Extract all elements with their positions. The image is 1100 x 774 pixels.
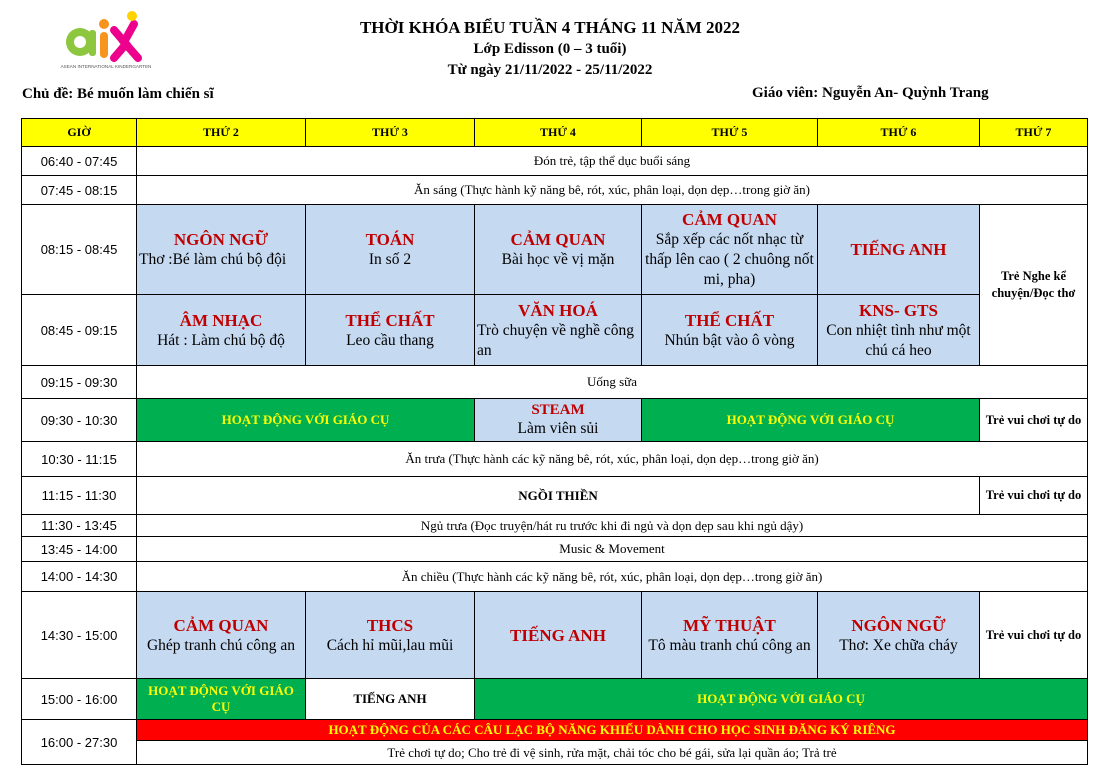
activity-cell: Music & Movement — [137, 537, 1088, 562]
saturday-cell: Trẻ vui chơi tự do — [980, 399, 1088, 442]
lesson-subject: THỂ CHẤT — [684, 310, 775, 330]
logo-subtext: ASEAN INTERNATIONAL KINDERGARTEN — [60, 64, 152, 69]
lesson-cell — [642, 295, 818, 366]
lesson-cell — [475, 592, 642, 679]
time-cell: 14:00 - 14:30 — [22, 562, 137, 592]
lesson-desc: In số 2 — [368, 251, 412, 268]
class-line: Lớp Edisson (0 – 3 tuổi) — [473, 41, 627, 57]
lesson-desc: Cách hỉ mũi,lau mũi — [326, 636, 454, 654]
time-cell: 06:40 - 07:45 — [22, 147, 137, 176]
table-header-row — [22, 119, 1088, 147]
lesson-desc: Bài học về vị mặn — [501, 251, 615, 268]
lesson-cell — [475, 205, 642, 295]
time-cell: 10:30 - 11:15 — [22, 442, 137, 477]
table-row — [22, 679, 1088, 720]
lesson-subject: ÂM NHẠC — [179, 310, 263, 330]
activity-cell: HOẠT ĐỘNG VỚI GIÁO CỤ — [642, 399, 980, 442]
activity-cell: HOẠT ĐỘNG VỚI GIÁO CỤ — [475, 679, 1088, 720]
lesson-cell — [642, 592, 818, 679]
col-header-fri: THỨ 6 — [818, 119, 980, 147]
time-cell: 16:00 - 27:30 — [22, 720, 137, 765]
activity-cell: Ăn chiều (Thực hành các kỹ năng bê, rót, xúc, phân loại, dọn dẹp…trong giờ ăn) — [137, 562, 1088, 592]
table-row — [22, 442, 1088, 477]
table-row — [22, 592, 1088, 679]
lesson-cell — [818, 592, 980, 679]
table-row — [22, 537, 1088, 562]
col-header-wed: THỨ 4 — [475, 119, 642, 147]
saturday-cell: Trẻ vui chơi tự do — [980, 592, 1088, 679]
teacher-label: Giáo viên: Nguyễn An- Quỳnh Trang — [752, 85, 989, 101]
col-header-tue: THỨ 3 — [306, 119, 475, 147]
lesson-desc: Thơ: Xe chữa cháy — [839, 636, 958, 654]
lesson-cell — [137, 592, 306, 679]
lesson-cell — [642, 205, 818, 295]
saturday-cell: Trẻ vui chơi tự do — [980, 477, 1088, 515]
lesson-desc: Trò chuyện về nghề công an — [477, 321, 634, 359]
time-cell: 11:30 - 13:45 — [22, 515, 137, 537]
lesson-desc: Sắp xếp các nốt nhạc từ thấp lên cao ( 2 chuông nốt mi, pha) — [645, 231, 814, 288]
activity-cell: HOẠT ĐỘNG VỚI GIÁO CỤ — [137, 399, 475, 442]
lesson-cell — [475, 295, 642, 366]
table-row — [22, 720, 1088, 741]
activity-cell: Đón trẻ, tập thể dục buổi sáng — [137, 147, 1088, 176]
table-row — [22, 176, 1088, 205]
lesson-cell — [306, 295, 475, 366]
date-range: Từ ngày 21/11/2022 - 25/11/2022 — [447, 62, 653, 78]
col-header-sat: THỨ 7 — [980, 119, 1088, 147]
lesson-subject: NGÔN NGỮ — [173, 230, 269, 249]
lesson-desc: Nhún bật vào ô vòng — [664, 331, 795, 349]
activity-cell: Trẻ chơi tự do; Cho trẻ đi vệ sinh, rửa mặt, chải tóc cho bé gái, sửa lại quần áo; Trả trẻ — [137, 741, 1088, 765]
table-row — [22, 515, 1088, 537]
lesson-cell — [818, 205, 980, 295]
col-header-time: GIỜ — [22, 119, 137, 147]
time-cell: 09:30 - 10:30 — [22, 399, 137, 442]
lesson-subject: TIẾNG ANH — [850, 240, 947, 259]
time-cell: 09:15 - 09:30 — [22, 366, 137, 399]
activity-cell: Ăn sáng (Thực hành kỹ năng bê, rót, xúc, phân loại, dọn dẹp…trong giờ ăn) — [137, 176, 1088, 205]
lesson-subject: CẢM QUAN — [510, 230, 606, 249]
lesson-subject: CẢM QUAN — [173, 615, 269, 635]
lesson-subject: THỂ CHẤT — [345, 310, 435, 330]
col-header-mon: THỨ 2 — [137, 119, 306, 147]
activity-cell: HOẠT ĐỘNG VỚI GIÁO CỤ — [137, 679, 306, 720]
lesson-subject: MỸ THUẬT — [683, 615, 776, 635]
time-cell: 15:00 - 16:00 — [22, 679, 137, 720]
club-activity-cell: HOẠT ĐỘNG CỦA CÁC CÂU LẠC BỘ NĂNG KHIẾU DÀNH CHO HỌC SINH ĐĂNG KÝ RIÊNG — [137, 720, 1088, 741]
lesson-subject: KNS- GTS — [859, 300, 938, 320]
lesson-subject: VĂN HOÁ — [518, 300, 598, 320]
time-cell: 13:45 - 14:00 — [22, 537, 137, 562]
lesson-cell — [306, 592, 475, 679]
lesson-desc: Thơ :Bé làm chú bộ đội — [139, 251, 287, 268]
lesson-subject: STEAM — [531, 402, 585, 418]
lesson-cell — [137, 205, 306, 295]
time-cell: 08:15 - 08:45 — [22, 205, 137, 295]
lesson-desc: Tô màu tranh chú công an — [648, 636, 811, 654]
topic-label: Chủ đề: Bé muốn làm chiến sĩ — [22, 86, 214, 102]
lesson-desc: Làm viên sủi — [517, 420, 599, 437]
activity-cell: NGỒI THIỀN — [137, 477, 980, 515]
time-cell: 14:30 - 15:00 — [22, 592, 137, 679]
table-row — [22, 147, 1088, 176]
table-row — [22, 477, 1088, 515]
lesson-subject: NGÔN NGỮ — [851, 615, 946, 635]
table-row — [22, 399, 1088, 442]
lesson-cell — [818, 295, 980, 366]
activity-cell: Ăn trưa (Thực hành các kỹ năng bê, rót, xúc, phân loại, dọn dẹp…trong giờ ăn) — [137, 442, 1088, 477]
time-cell: 11:15 - 11:30 — [22, 477, 137, 515]
lesson-desc: Leo cầu thang — [346, 331, 434, 349]
table-row — [22, 295, 1088, 366]
lesson-subject: TOÁN — [365, 230, 415, 249]
lesson-subject: CẢM QUAN — [682, 210, 777, 229]
table-row — [22, 741, 1088, 765]
activity-cell: Ngủ trưa (Đọc truyện/hát ru trước khi đi ngủ và dọn dẹp sau khi ngủ dậy) — [137, 515, 1088, 537]
lesson-cell — [137, 295, 306, 366]
lesson-cell — [475, 399, 642, 442]
lesson-subject: TIẾNG ANH — [510, 625, 606, 645]
lesson-desc: Con nhiệt tình như một chú cá heo — [826, 321, 971, 359]
time-cell: 07:45 - 08:15 — [22, 176, 137, 205]
table-row — [22, 562, 1088, 592]
lesson-cell — [306, 205, 475, 295]
lesson-desc: Ghép tranh chú công an — [146, 636, 296, 654]
activity-cell: Uống sữa — [137, 366, 1088, 399]
school-logo — [56, 8, 156, 74]
lesson-subject: THCS — [366, 615, 414, 635]
saturday-cell: Trẻ Nghe kể chuyện/Đọc thơ — [980, 205, 1088, 366]
table-row — [22, 205, 1088, 295]
lesson-desc: Hát : Làm chú bộ độ — [157, 331, 285, 349]
table-row — [22, 366, 1088, 399]
col-header-thu: THỨ 5 — [642, 119, 818, 147]
page-title: THỜI KHÓA BIỂU TUẦN 4 THÁNG 11 NĂM 2022 — [359, 18, 741, 37]
time-cell: 08:45 - 09:15 — [22, 295, 137, 366]
activity-cell: TIẾNG ANH — [306, 679, 475, 720]
timetable — [21, 118, 1088, 765]
